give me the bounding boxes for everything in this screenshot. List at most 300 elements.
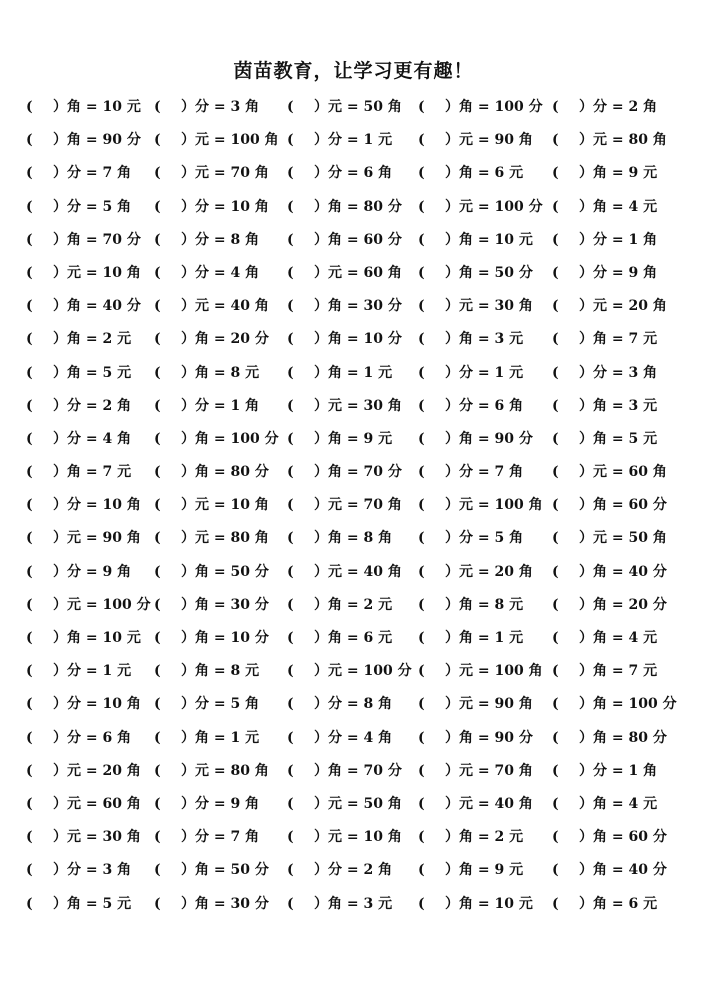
answer-blank-open[interactable]: ( bbox=[552, 331, 559, 348]
exercise-item bbox=[418, 859, 523, 881]
exercise-equation: ）元 = 100 角 bbox=[445, 663, 543, 680]
answer-blank-open[interactable]: ( bbox=[154, 264, 161, 281]
answer-blank-open[interactable]: ( bbox=[154, 430, 161, 447]
exercise-equation: ）元 = 100 分 bbox=[53, 596, 151, 613]
answer-blank-open[interactable]: ( bbox=[26, 430, 33, 447]
answer-blank-open[interactable]: ( bbox=[552, 364, 559, 381]
exercise-item bbox=[552, 627, 657, 649]
answer-blank-open[interactable]: ( bbox=[552, 596, 559, 613]
exercise-item bbox=[287, 428, 392, 450]
exercise-item bbox=[154, 96, 259, 118]
answer-blank-open[interactable]: ( bbox=[26, 729, 33, 746]
answer-blank-open[interactable]: ( bbox=[154, 397, 161, 414]
exercise-row bbox=[0, 527, 707, 560]
exercise-row bbox=[0, 295, 707, 328]
answer-blank-open[interactable]: ( bbox=[26, 663, 33, 680]
answer-blank-open[interactable]: ( bbox=[418, 132, 425, 149]
answer-blank-open[interactable]: ( bbox=[287, 795, 294, 812]
exercise-item bbox=[26, 561, 131, 583]
exercise-item bbox=[418, 328, 523, 350]
exercise-item bbox=[26, 295, 141, 317]
answer-blank-open[interactable]: ( bbox=[418, 99, 425, 115]
exercise-row bbox=[0, 428, 707, 461]
exercise-equation: ）角 = 100 分 bbox=[579, 696, 677, 713]
exercise-item bbox=[552, 561, 667, 583]
answer-blank-open[interactable]: ( bbox=[552, 829, 559, 846]
exercise-item bbox=[154, 594, 269, 616]
exercise-equation: ）元 = 100 角 bbox=[445, 497, 543, 514]
exercise-equation: ）分 = 1 元 bbox=[314, 132, 393, 149]
answer-blank-open[interactable]: ( bbox=[26, 198, 33, 215]
exercise-item bbox=[287, 362, 392, 384]
exercise-equation: ）元 = 70 角 bbox=[314, 497, 402, 514]
exercise-equation: ）元 = 10 角 bbox=[53, 264, 141, 281]
exercise-equation: ）分 = 9 角 bbox=[53, 563, 132, 580]
exercise-equation: ）分 = 4 角 bbox=[53, 430, 132, 447]
answer-blank-open[interactable]: ( bbox=[154, 596, 161, 613]
answer-blank-open[interactable]: ( bbox=[418, 165, 425, 182]
exercise-item bbox=[418, 461, 523, 483]
exercise-equation: ）分 = 6 角 bbox=[314, 165, 393, 182]
answer-blank-open[interactable]: ( bbox=[418, 464, 425, 481]
answer-blank-open[interactable]: ( bbox=[26, 264, 33, 281]
exercise-row bbox=[0, 262, 707, 295]
answer-blank-open[interactable]: ( bbox=[552, 895, 559, 912]
answer-blank-open[interactable]: ( bbox=[418, 397, 425, 414]
answer-blank-open[interactable]: ( bbox=[154, 331, 161, 348]
exercise-item bbox=[418, 660, 543, 682]
exercise-item bbox=[552, 760, 657, 782]
exercise-equation: ）角 = 9 元 bbox=[579, 165, 658, 182]
exercise-equation: ）角 = 90 分 bbox=[445, 430, 533, 447]
exercise-equation: ）分 = 9 角 bbox=[579, 264, 658, 281]
exercise-equation: ）角 = 100 分 bbox=[445, 99, 543, 115]
answer-blank-open[interactable]: ( bbox=[287, 397, 294, 414]
answer-blank-open[interactable]: ( bbox=[154, 563, 161, 580]
exercise-item bbox=[418, 893, 533, 915]
answer-blank-open[interactable]: ( bbox=[26, 132, 33, 149]
answer-blank-open[interactable]: ( bbox=[287, 331, 294, 348]
answer-blank-open[interactable]: ( bbox=[418, 762, 425, 779]
answer-blank-open[interactable]: ( bbox=[287, 596, 294, 613]
answer-blank-open[interactable]: ( bbox=[552, 795, 559, 812]
answer-blank-open[interactable]: ( bbox=[418, 530, 425, 547]
answer-blank-open[interactable]: ( bbox=[418, 331, 425, 348]
answer-blank-open[interactable]: ( bbox=[287, 132, 294, 149]
exercise-item bbox=[418, 395, 523, 417]
answer-blank-open[interactable]: ( bbox=[552, 663, 559, 680]
exercise-equation: ）元 = 50 角 bbox=[579, 530, 667, 547]
exercise-equation: ）角 = 10 元 bbox=[445, 231, 533, 248]
exercise-equation: ）元 = 60 角 bbox=[579, 464, 667, 481]
answer-blank-open[interactable]: ( bbox=[287, 829, 294, 846]
exercise-item bbox=[552, 527, 667, 549]
answer-blank-open[interactable]: ( bbox=[26, 596, 33, 613]
answer-blank-open[interactable]: ( bbox=[552, 264, 559, 281]
exercise-item bbox=[552, 295, 667, 317]
answer-blank-open[interactable]: ( bbox=[26, 795, 33, 812]
exercise-item bbox=[154, 295, 269, 317]
answer-blank-open[interactable]: ( bbox=[287, 663, 294, 680]
exercise-item bbox=[154, 693, 259, 715]
exercise-equation: ）角 = 60 分 bbox=[579, 829, 667, 846]
answer-blank-open[interactable]: ( bbox=[154, 198, 161, 215]
exercise-item bbox=[154, 428, 279, 450]
exercise-item bbox=[26, 362, 131, 384]
answer-blank-open[interactable]: ( bbox=[418, 497, 425, 514]
exercise-item bbox=[552, 660, 657, 682]
exercise-equation: ）元 = 30 角 bbox=[314, 397, 402, 414]
exercise-equation: ）角 = 8 元 bbox=[445, 596, 524, 613]
answer-blank-open[interactable]: ( bbox=[418, 829, 425, 846]
exercise-item bbox=[552, 594, 667, 616]
exercise-equation: ）分 = 1 角 bbox=[579, 762, 658, 779]
answer-blank-open[interactable]: ( bbox=[418, 364, 425, 381]
exercise-item bbox=[154, 328, 269, 350]
answer-blank-open[interactable]: ( bbox=[26, 530, 33, 547]
exercise-item bbox=[26, 461, 131, 483]
answer-blank-open[interactable]: ( bbox=[418, 264, 425, 281]
answer-blank-open[interactable]: ( bbox=[287, 165, 294, 182]
exercise-equation: ）分 = 10 角 bbox=[53, 497, 141, 514]
answer-blank-open[interactable]: ( bbox=[26, 364, 33, 381]
exercise-item bbox=[287, 494, 402, 516]
exercise-equation: ）分 = 8 角 bbox=[181, 231, 260, 248]
exercise-equation: ）分 = 5 角 bbox=[181, 696, 260, 713]
exercise-item bbox=[552, 229, 657, 251]
exercise-item bbox=[154, 395, 259, 417]
exercise-item bbox=[552, 693, 677, 715]
exercise-row bbox=[0, 760, 707, 793]
exercise-row bbox=[0, 561, 707, 594]
exercise-item bbox=[287, 96, 402, 118]
exercise-item bbox=[26, 196, 131, 218]
exercise-item bbox=[154, 162, 269, 184]
answer-blank-open[interactable]: ( bbox=[154, 530, 161, 547]
exercise-equation: ）分 = 1 元 bbox=[53, 663, 132, 680]
exercise-item bbox=[154, 727, 259, 749]
exercise-equation: ）元 = 50 角 bbox=[314, 99, 402, 115]
exercise-equation: ）角 = 100 分 bbox=[181, 430, 279, 447]
answer-blank-open[interactable]: ( bbox=[552, 563, 559, 580]
answer-blank-open[interactable]: ( bbox=[552, 696, 559, 713]
answer-blank-open[interactable]: ( bbox=[154, 862, 161, 879]
exercise-item bbox=[552, 859, 667, 881]
answer-blank-open[interactable]: ( bbox=[26, 298, 33, 315]
exercise-item bbox=[418, 162, 523, 184]
exercise-equation: ）元 = 40 角 bbox=[314, 563, 402, 580]
exercise-item bbox=[418, 428, 533, 450]
answer-blank-open[interactable]: ( bbox=[287, 464, 294, 481]
answer-blank-open[interactable]: ( bbox=[287, 563, 294, 580]
exercise-item bbox=[154, 826, 259, 848]
exercise-equation: ）分 = 2 角 bbox=[314, 862, 393, 879]
exercise-item bbox=[552, 494, 667, 516]
answer-blank-open[interactable]: ( bbox=[552, 231, 559, 248]
answer-blank-open[interactable]: ( bbox=[418, 231, 425, 248]
exercise-item bbox=[552, 893, 657, 915]
answer-blank-open[interactable]: ( bbox=[552, 862, 559, 879]
exercise-item bbox=[26, 494, 141, 516]
exercise-equation: ）元 = 10 角 bbox=[314, 829, 402, 846]
exercise-equation: ）角 = 10 元 bbox=[445, 895, 533, 912]
exercise-item bbox=[154, 461, 269, 483]
answer-blank-open[interactable]: ( bbox=[418, 430, 425, 447]
exercise-equation: ）角 = 3 元 bbox=[445, 331, 524, 348]
exercise-item bbox=[26, 129, 141, 151]
exercise-item bbox=[287, 129, 392, 151]
exercise-item bbox=[287, 162, 392, 184]
exercise-item bbox=[26, 627, 141, 649]
exercise-equation: ）元 = 20 角 bbox=[445, 563, 533, 580]
answer-blank-open[interactable]: ( bbox=[154, 231, 161, 248]
answer-blank-open[interactable]: ( bbox=[552, 198, 559, 215]
exercise-equation: ）元 = 60 角 bbox=[314, 264, 402, 281]
exercise-item bbox=[287, 693, 392, 715]
answer-blank-open[interactable]: ( bbox=[552, 298, 559, 315]
answer-blank-open[interactable]: ( bbox=[552, 530, 559, 547]
exercise-item bbox=[287, 395, 402, 417]
exercise-equation: ）分 = 7 角 bbox=[445, 464, 524, 481]
exercise-item bbox=[552, 395, 657, 417]
exercise-equation: ）角 = 50 分 bbox=[181, 862, 269, 879]
exercise-item bbox=[26, 594, 151, 616]
answer-blank-open[interactable]: ( bbox=[26, 397, 33, 414]
exercise-item bbox=[287, 196, 402, 218]
exercise-equation: ）角 = 8 元 bbox=[181, 364, 260, 381]
answer-blank-open[interactable]: ( bbox=[552, 729, 559, 746]
exercise-item bbox=[552, 162, 657, 184]
exercise-item bbox=[154, 793, 259, 815]
answer-blank-open[interactable]: ( bbox=[287, 530, 294, 547]
answer-blank-open[interactable]: ( bbox=[418, 596, 425, 613]
answer-blank-open[interactable]: ( bbox=[26, 99, 33, 115]
answer-blank-open[interactable]: ( bbox=[287, 364, 294, 381]
exercise-equation: ）角 = 10 分 bbox=[181, 630, 269, 646]
answer-blank-open[interactable]: ( bbox=[154, 729, 161, 746]
exercise-item bbox=[287, 561, 402, 583]
answer-blank-open[interactable]: ( bbox=[418, 298, 425, 315]
exercise-equation: ）分 = 5 角 bbox=[53, 198, 132, 215]
answer-blank-open[interactable]: ( bbox=[154, 663, 161, 680]
answer-blank-open[interactable]: ( bbox=[26, 862, 33, 879]
exercise-equation: ）元 = 70 角 bbox=[445, 762, 533, 779]
answer-blank-open[interactable]: ( bbox=[154, 497, 161, 514]
exercise-row bbox=[0, 362, 707, 395]
answer-blank-open[interactable]: ( bbox=[287, 497, 294, 514]
exercise-item bbox=[26, 229, 141, 251]
exercise-item bbox=[154, 527, 269, 549]
exercise-equation: ）分 = 10 角 bbox=[53, 696, 141, 713]
exercise-row bbox=[0, 129, 707, 162]
answer-blank-open[interactable]: ( bbox=[154, 165, 161, 182]
exercise-equation: ）分 = 1 角 bbox=[579, 231, 658, 248]
answer-blank-open[interactable]: ( bbox=[287, 198, 294, 215]
exercise-equation: ）角 = 70 分 bbox=[314, 464, 402, 481]
exercise-item bbox=[418, 262, 533, 284]
answer-blank-open[interactable]: ( bbox=[287, 298, 294, 315]
exercise-item bbox=[287, 328, 402, 350]
exercise-row bbox=[0, 727, 707, 760]
answer-blank-open[interactable]: ( bbox=[552, 99, 559, 115]
answer-blank-open[interactable]: ( bbox=[287, 231, 294, 248]
answer-blank-open[interactable]: ( bbox=[418, 895, 425, 912]
exercise-item bbox=[26, 527, 141, 549]
answer-blank-open[interactable]: ( bbox=[287, 264, 294, 281]
exercise-equation: ）元 = 30 角 bbox=[53, 829, 141, 846]
answer-blank-open[interactable]: ( bbox=[154, 464, 161, 481]
exercise-row bbox=[0, 627, 707, 660]
exercise-item bbox=[552, 129, 667, 151]
answer-blank-open[interactable]: ( bbox=[418, 663, 425, 680]
answer-blank-open[interactable]: ( bbox=[418, 795, 425, 812]
exercise-grid bbox=[0, 96, 707, 926]
exercise-item bbox=[287, 262, 402, 284]
answer-blank-open[interactable]: ( bbox=[26, 696, 33, 713]
exercise-row bbox=[0, 826, 707, 859]
exercise-equation: ）角 = 70 分 bbox=[53, 231, 141, 248]
exercise-item bbox=[26, 262, 141, 284]
answer-blank-open[interactable]: ( bbox=[26, 563, 33, 580]
exercise-item bbox=[552, 727, 667, 749]
exercise-equation: ）元 = 90 角 bbox=[445, 132, 533, 149]
exercise-equation: ）角 = 80 分 bbox=[579, 729, 667, 746]
answer-blank-open[interactable]: ( bbox=[26, 331, 33, 348]
answer-blank-open[interactable]: ( bbox=[418, 198, 425, 215]
exercise-item bbox=[418, 727, 533, 749]
answer-blank-open[interactable]: ( bbox=[418, 696, 425, 713]
answer-blank-open[interactable]: ( bbox=[154, 132, 161, 149]
exercise-equation: ）角 = 60 分 bbox=[579, 497, 667, 514]
answer-blank-open[interactable]: ( bbox=[552, 630, 559, 646]
exercise-item bbox=[154, 262, 259, 284]
answer-blank-open[interactable]: ( bbox=[552, 397, 559, 414]
exercise-equation: ）角 = 2 元 bbox=[445, 829, 524, 846]
exercise-equation: ）角 = 40 分 bbox=[53, 298, 141, 315]
exercise-row bbox=[0, 693, 707, 726]
exercise-item bbox=[26, 859, 131, 881]
answer-blank-open[interactable]: ( bbox=[154, 630, 161, 646]
exercise-equation: ）角 = 5 元 bbox=[53, 364, 132, 381]
exercise-equation: ）分 = 1 角 bbox=[181, 397, 260, 414]
exercise-row bbox=[0, 196, 707, 229]
answer-blank-open[interactable]: ( bbox=[26, 497, 33, 514]
answer-blank-open[interactable]: ( bbox=[287, 862, 294, 879]
exercise-equation: ）角 = 3 元 bbox=[579, 397, 658, 414]
exercise-row bbox=[0, 461, 707, 494]
answer-blank-open[interactable]: ( bbox=[418, 729, 425, 746]
exercise-item bbox=[287, 461, 402, 483]
answer-blank-open[interactable]: ( bbox=[552, 464, 559, 481]
answer-blank-open[interactable]: ( bbox=[418, 563, 425, 580]
answer-blank-open[interactable]: ( bbox=[552, 430, 559, 447]
answer-blank-open[interactable]: ( bbox=[154, 895, 161, 912]
exercise-equation: ）元 = 100 分 bbox=[314, 663, 412, 680]
answer-blank-open[interactable]: ( bbox=[287, 762, 294, 779]
exercise-equation: ）角 = 40 分 bbox=[579, 563, 667, 580]
answer-blank-open[interactable]: ( bbox=[26, 829, 33, 846]
exercise-equation: ）元 = 70 角 bbox=[181, 165, 269, 182]
answer-blank-open[interactable]: ( bbox=[26, 165, 33, 182]
answer-blank-open[interactable]: ( bbox=[418, 862, 425, 879]
exercise-item bbox=[418, 760, 533, 782]
answer-blank-open[interactable]: ( bbox=[154, 696, 161, 713]
answer-blank-open[interactable]: ( bbox=[154, 298, 161, 315]
answer-blank-open[interactable]: ( bbox=[287, 895, 294, 912]
answer-blank-open[interactable]: ( bbox=[154, 364, 161, 381]
exercise-item bbox=[154, 660, 259, 682]
exercise-equation: ）角 = 20 分 bbox=[181, 331, 269, 348]
exercise-item bbox=[154, 627, 269, 649]
exercise-row bbox=[0, 594, 707, 627]
answer-blank-open[interactable]: ( bbox=[287, 630, 294, 646]
answer-blank-open[interactable]: ( bbox=[552, 762, 559, 779]
exercise-equation: ）元 = 10 角 bbox=[181, 497, 269, 514]
answer-blank-open[interactable]: ( bbox=[154, 829, 161, 846]
answer-blank-open[interactable]: ( bbox=[26, 762, 33, 779]
exercise-equation: ）元 = 40 角 bbox=[445, 795, 533, 812]
answer-blank-open[interactable]: ( bbox=[287, 729, 294, 746]
answer-blank-open[interactable]: ( bbox=[154, 795, 161, 812]
exercise-item bbox=[154, 760, 269, 782]
exercise-equation: ）分 = 5 角 bbox=[445, 530, 524, 547]
exercise-item bbox=[26, 793, 141, 815]
exercise-equation: ）角 = 30 分 bbox=[181, 596, 269, 613]
answer-blank-open[interactable]: ( bbox=[287, 99, 294, 115]
answer-blank-open[interactable]: ( bbox=[154, 762, 161, 779]
exercise-equation: ）角 = 9 元 bbox=[314, 430, 393, 447]
exercise-equation: ）角 = 9 元 bbox=[445, 862, 524, 879]
exercise-item bbox=[26, 328, 131, 350]
answer-blank-open[interactable]: ( bbox=[552, 165, 559, 182]
answer-blank-open[interactable]: ( bbox=[552, 132, 559, 149]
exercise-equation: ）角 = 8 角 bbox=[314, 530, 393, 547]
exercise-item bbox=[26, 162, 131, 184]
answer-blank-open[interactable]: ( bbox=[26, 895, 33, 912]
exercise-equation: ）角 = 6 元 bbox=[445, 165, 524, 182]
exercise-item bbox=[287, 594, 392, 616]
answer-blank-open[interactable]: ( bbox=[287, 430, 294, 447]
exercise-item bbox=[26, 893, 131, 915]
exercise-row bbox=[0, 395, 707, 428]
exercise-equation: ）角 = 80 分 bbox=[314, 198, 402, 215]
exercise-item bbox=[287, 859, 392, 881]
exercise-item bbox=[26, 727, 131, 749]
exercise-equation: ）角 = 5 元 bbox=[579, 430, 658, 447]
exercise-item bbox=[418, 129, 533, 151]
exercise-item bbox=[287, 229, 402, 251]
answer-blank-open[interactable]: ( bbox=[552, 497, 559, 514]
exercise-equation: ）角 = 7 元 bbox=[53, 464, 132, 481]
exercise-item bbox=[287, 793, 402, 815]
answer-blank-open[interactable]: ( bbox=[154, 99, 161, 115]
exercise-equation: ）元 = 30 角 bbox=[445, 298, 533, 315]
exercise-row bbox=[0, 859, 707, 892]
answer-blank-open[interactable]: ( bbox=[287, 696, 294, 713]
answer-blank-open[interactable]: ( bbox=[26, 630, 33, 646]
answer-blank-open[interactable]: ( bbox=[26, 231, 33, 248]
answer-blank-open[interactable]: ( bbox=[26, 464, 33, 481]
exercise-equation: ）角 = 8 元 bbox=[181, 663, 260, 680]
exercise-equation: ）角 = 80 分 bbox=[181, 464, 269, 481]
exercise-equation: ）角 = 2 元 bbox=[314, 596, 393, 613]
answer-blank-open[interactable]: ( bbox=[418, 630, 425, 646]
exercise-equation: ）角 = 1 元 bbox=[181, 729, 260, 746]
exercise-equation: ）角 = 30 分 bbox=[314, 298, 402, 315]
exercise-item bbox=[287, 627, 392, 649]
exercise-equation: ）元 = 80 角 bbox=[181, 762, 269, 779]
exercise-equation: ）角 = 7 元 bbox=[579, 331, 658, 348]
